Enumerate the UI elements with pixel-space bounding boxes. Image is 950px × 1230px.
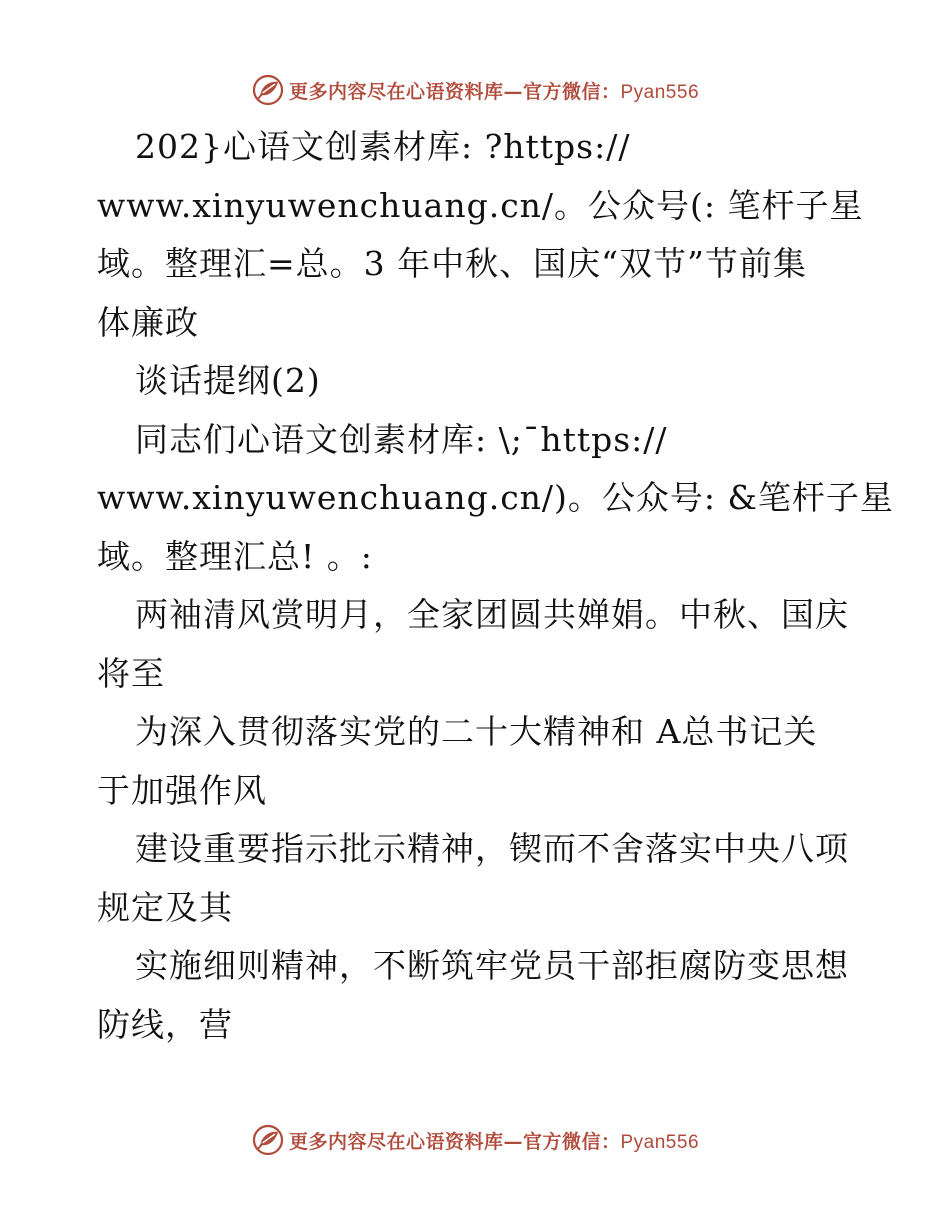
leaf-seal-logo-icon (251, 1123, 285, 1157)
banner-label: 更多内容尽在心语资料库—官方微信：Pyan556 (288, 80, 700, 103)
text-line: www.xinyuwenchuang.cn/)。公众号: &笔杆子星 (97, 478, 894, 517)
header-banner (0, 70, 950, 110)
footer-banner (0, 1120, 950, 1160)
text-line: 将至 (97, 653, 165, 693)
text-line: 规定及其 (97, 887, 233, 927)
text-line: 域。整理汇=总。3 年中秋、国庆“双节”节前集 (97, 244, 807, 283)
leaf-seal-logo-icon (251, 73, 285, 107)
text-line: 体廉政 (97, 302, 199, 342)
text-line: 建设重要指示批示精神，锲而不舍落实中央八项 (135, 829, 849, 868)
text-line: 域。整理汇总! 。: (97, 536, 373, 576)
wechat-id: Pyan556 (620, 81, 700, 103)
text-line: 防线，营 (97, 1004, 233, 1044)
text-line: 于加强作风 (97, 770, 267, 810)
text-line: www.xinyuwenchuang.cn/。公众号(: 笔杆子星 (97, 185, 864, 225)
document-body (97, 118, 894, 1054)
text-line: 202}心语文创素材库: ?https:// (135, 127, 631, 166)
wechat-id: Pyan556 (620, 1131, 700, 1153)
text-line: 实施细则精神，不断筑牢党员干部拒腐防变思想 (135, 946, 849, 985)
text-line: 两袖清风赏明月，全家团圆共婵娟。中秋、国庆 (135, 595, 849, 634)
text-line: 为深入贯彻落实党的二十大精神和 A总书记关 (135, 712, 818, 751)
text-line: 谈话提纲(2) (135, 361, 321, 400)
text-line: 同志们心语文创素材库: \;¯https:// (135, 419, 668, 459)
banner-label: 更多内容尽在心语资料库—官方微信：Pyan556 (288, 1130, 700, 1153)
